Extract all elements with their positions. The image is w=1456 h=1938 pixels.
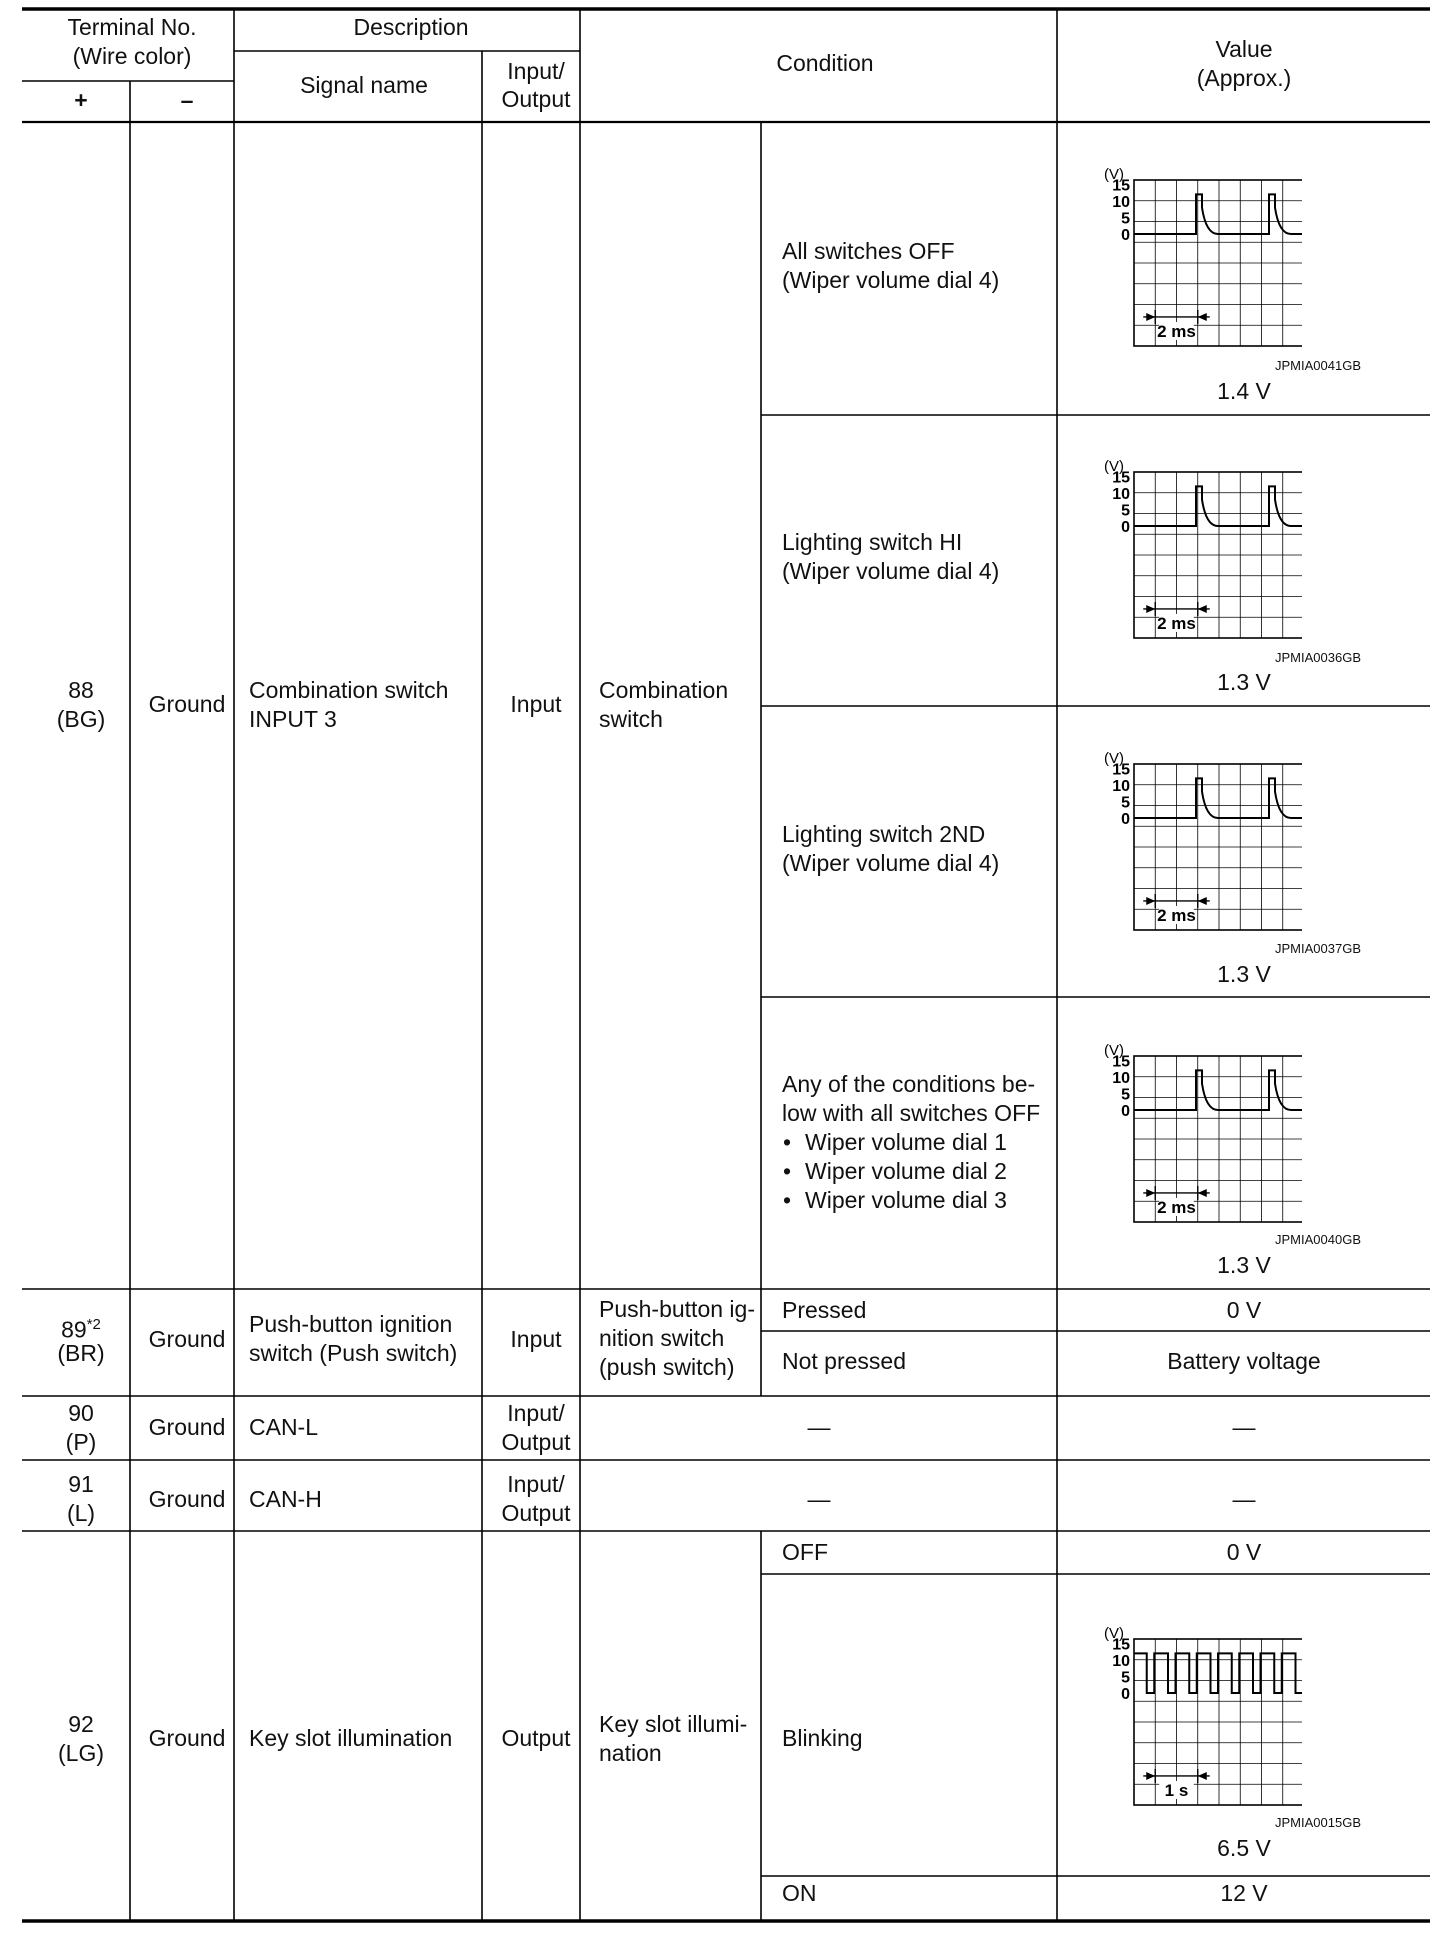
condition-group-89-line1: Push-button ig- — [599, 1296, 755, 1322]
condition-88-2-line2: (Wiper volume dial 4) — [782, 558, 1000, 584]
svg-text:0: 0 — [1121, 1686, 1130, 1703]
header-minus: – — [180, 87, 194, 113]
condition-88-3-line1: Lighting switch 2ND — [782, 821, 986, 847]
condition-group-88-line2: switch — [599, 706, 663, 732]
condition-88-4-bullet1: Wiper volume dial 1 — [805, 1129, 1007, 1155]
svg-text:10: 10 — [1112, 778, 1130, 795]
condition-90: — — [807, 1414, 831, 1440]
bullet-88-4-2: • — [783, 1158, 792, 1184]
header-io-line1: Input/ — [507, 58, 565, 84]
svg-text:1 s: 1 s — [1164, 1780, 1189, 1800]
terminal-91: 91 — [68, 1471, 94, 1497]
bullet-88-4-1: • — [783, 1129, 792, 1155]
waveform-88-1 — [1102, 166, 1302, 349]
condition-91: — — [807, 1486, 831, 1512]
condition-92-blinking: Blinking — [782, 1725, 863, 1751]
signal-92: Key slot illumination — [249, 1725, 453, 1751]
waveform-trace — [1134, 778, 1302, 925]
condition-group-92-line1: Key slot illumi- — [599, 1711, 748, 1737]
value-92-off: 0 V — [1226, 1539, 1262, 1565]
waveform-trace — [1134, 1653, 1302, 1800]
value-88-1: 1.4 V — [1217, 378, 1271, 404]
svg-text:15: 15 — [1112, 761, 1130, 779]
value-91: — — [1232, 1486, 1256, 1512]
svg-text:15: 15 — [1112, 1636, 1130, 1654]
svg-text:0: 0 — [1121, 1103, 1130, 1120]
io-90-line1: Input/ — [507, 1400, 565, 1426]
header-value-line1: Value — [1215, 36, 1273, 62]
signal-91: CAN-H — [249, 1486, 322, 1512]
io-91-line1: Input/ — [507, 1471, 565, 1497]
ground-89: Ground — [148, 1326, 226, 1352]
figure-id-88-3: JPMIA0037GB — [1275, 941, 1361, 956]
waveform-88-3 — [1102, 750, 1302, 933]
wire-color-89: (BR) — [57, 1340, 105, 1366]
figure-id-88-4: JPMIA0040GB — [1275, 1232, 1361, 1247]
svg-text:15: 15 — [1112, 469, 1130, 487]
value-90: — — [1232, 1414, 1256, 1440]
condition-92-on: ON — [782, 1880, 817, 1906]
header-wire-color: (Wire color) — [72, 43, 192, 69]
terminal-92: 92 — [68, 1711, 94, 1737]
ground-91: Ground — [148, 1486, 226, 1512]
svg-text:(V): (V) — [1104, 1625, 1124, 1642]
signal-88-line2: INPUT 3 — [249, 706, 337, 732]
svg-text:2 ms: 2 ms — [1157, 905, 1196, 925]
svg-text:(V): (V) — [1104, 750, 1124, 767]
svg-text:(V): (V) — [1104, 1042, 1124, 1059]
condition-group-89-line3: (push switch) — [599, 1354, 735, 1380]
header-value-line2: (Approx.) — [1196, 65, 1292, 91]
value-88-3: 1.3 V — [1217, 961, 1271, 987]
condition-group-92-line2: nation — [599, 1740, 662, 1766]
waveform-trace — [1134, 1070, 1302, 1217]
svg-text:5: 5 — [1121, 210, 1130, 228]
header-signal-name: Signal name — [300, 72, 428, 98]
figure-id-92: JPMIA0015GB — [1275, 1815, 1361, 1830]
waveform-92-blinking — [1102, 1625, 1302, 1808]
value-89-pressed: 0 V — [1226, 1297, 1262, 1323]
wire-color-88: (BG) — [56, 706, 106, 732]
svg-text:5: 5 — [1121, 1669, 1130, 1687]
svg-text:(V): (V) — [1104, 166, 1124, 183]
svg-text:2 ms: 2 ms — [1157, 321, 1196, 341]
condition-group-89-line2: nition switch — [599, 1325, 725, 1351]
figure-id-88-1: JPMIA0041GB — [1275, 358, 1361, 373]
io-92: Output — [501, 1725, 571, 1751]
svg-text:2 ms: 2 ms — [1157, 613, 1196, 633]
value-92-on: 12 V — [1220, 1880, 1268, 1906]
condition-88-1-line2: (Wiper volume dial 4) — [782, 267, 1000, 293]
svg-text:0: 0 — [1121, 811, 1130, 828]
signal-88-line1: Combination switch — [249, 677, 449, 703]
io-89: Input — [510, 1326, 562, 1352]
waveform-trace — [1134, 194, 1302, 341]
svg-text:15: 15 — [1112, 1053, 1130, 1071]
header-terminal-no: Terminal No. — [67, 14, 197, 40]
wire-color-90: (P) — [65, 1429, 97, 1455]
waveform-88-4 — [1102, 1042, 1302, 1225]
signal-89-line1: Push-button ignition — [249, 1311, 453, 1337]
signal-90: CAN-L — [249, 1414, 319, 1440]
header-description: Description — [353, 14, 469, 40]
svg-text:10: 10 — [1112, 486, 1130, 503]
svg-text:2 ms: 2 ms — [1157, 1197, 1196, 1217]
value-88-4: 1.3 V — [1217, 1252, 1271, 1278]
condition-89-pressed: Pressed — [782, 1297, 867, 1323]
terminal-table — [22, 0, 1430, 1938]
ground-90: Ground — [148, 1414, 226, 1440]
terminal-88: 88 — [68, 677, 94, 703]
ground-88: Ground — [148, 691, 226, 717]
terminal-90: 90 — [68, 1400, 94, 1426]
header-condition: Condition — [776, 50, 874, 76]
condition-88-4-bullet3: Wiper volume dial 3 — [805, 1187, 1007, 1213]
io-91-line2: Output — [501, 1500, 571, 1526]
wire-color-91: (L) — [66, 1500, 96, 1526]
figure-id-88-2: JPMIA0036GB — [1275, 650, 1361, 665]
io-88: Input — [510, 691, 562, 717]
svg-text:10: 10 — [1112, 194, 1130, 211]
svg-text:5: 5 — [1121, 502, 1130, 520]
condition-92-off: OFF — [782, 1539, 828, 1565]
terminal-89: 89$^{*2}$ — [61, 1316, 101, 1343]
svg-text:5: 5 — [1121, 794, 1130, 812]
io-90-line2: Output — [501, 1429, 571, 1455]
condition-89-not-pressed: Not pressed — [782, 1348, 907, 1374]
header-io-line2: Output — [501, 86, 571, 112]
condition-88-4-line1: Any of the conditions be- — [782, 1071, 1036, 1097]
svg-text:10: 10 — [1112, 1070, 1130, 1087]
condition-88-4-line2: low with all switches OFF — [782, 1100, 1041, 1126]
condition-group-88-line1: Combination — [599, 677, 729, 703]
svg-text:15: 15 — [1112, 177, 1130, 195]
condition-88-1-line1: All switches OFF — [782, 238, 955, 264]
value-89-not-pressed: Battery voltage — [1167, 1348, 1321, 1374]
svg-text:0: 0 — [1121, 227, 1130, 244]
waveform-trace — [1134, 486, 1302, 633]
svg-text:10: 10 — [1112, 1653, 1130, 1670]
svg-text:0: 0 — [1121, 519, 1130, 536]
signal-89-line2: switch (Push switch) — [249, 1340, 458, 1366]
value-88-2: 1.3 V — [1217, 669, 1271, 695]
waveform-88-2 — [1102, 458, 1302, 641]
bullet-88-4-3: • — [783, 1187, 792, 1213]
ground-92: Ground — [148, 1725, 226, 1751]
wire-color-92: (LG) — [58, 1740, 104, 1766]
header-plus: + — [74, 87, 88, 113]
svg-text:5: 5 — [1121, 1086, 1130, 1104]
value-92-blinking: 6.5 V — [1217, 1835, 1271, 1861]
condition-88-4-bullet2: Wiper volume dial 2 — [805, 1158, 1007, 1184]
condition-88-3-line2: (Wiper volume dial 4) — [782, 850, 1000, 876]
svg-text:(V): (V) — [1104, 458, 1124, 475]
condition-88-2-line1: Lighting switch HI — [782, 529, 963, 555]
